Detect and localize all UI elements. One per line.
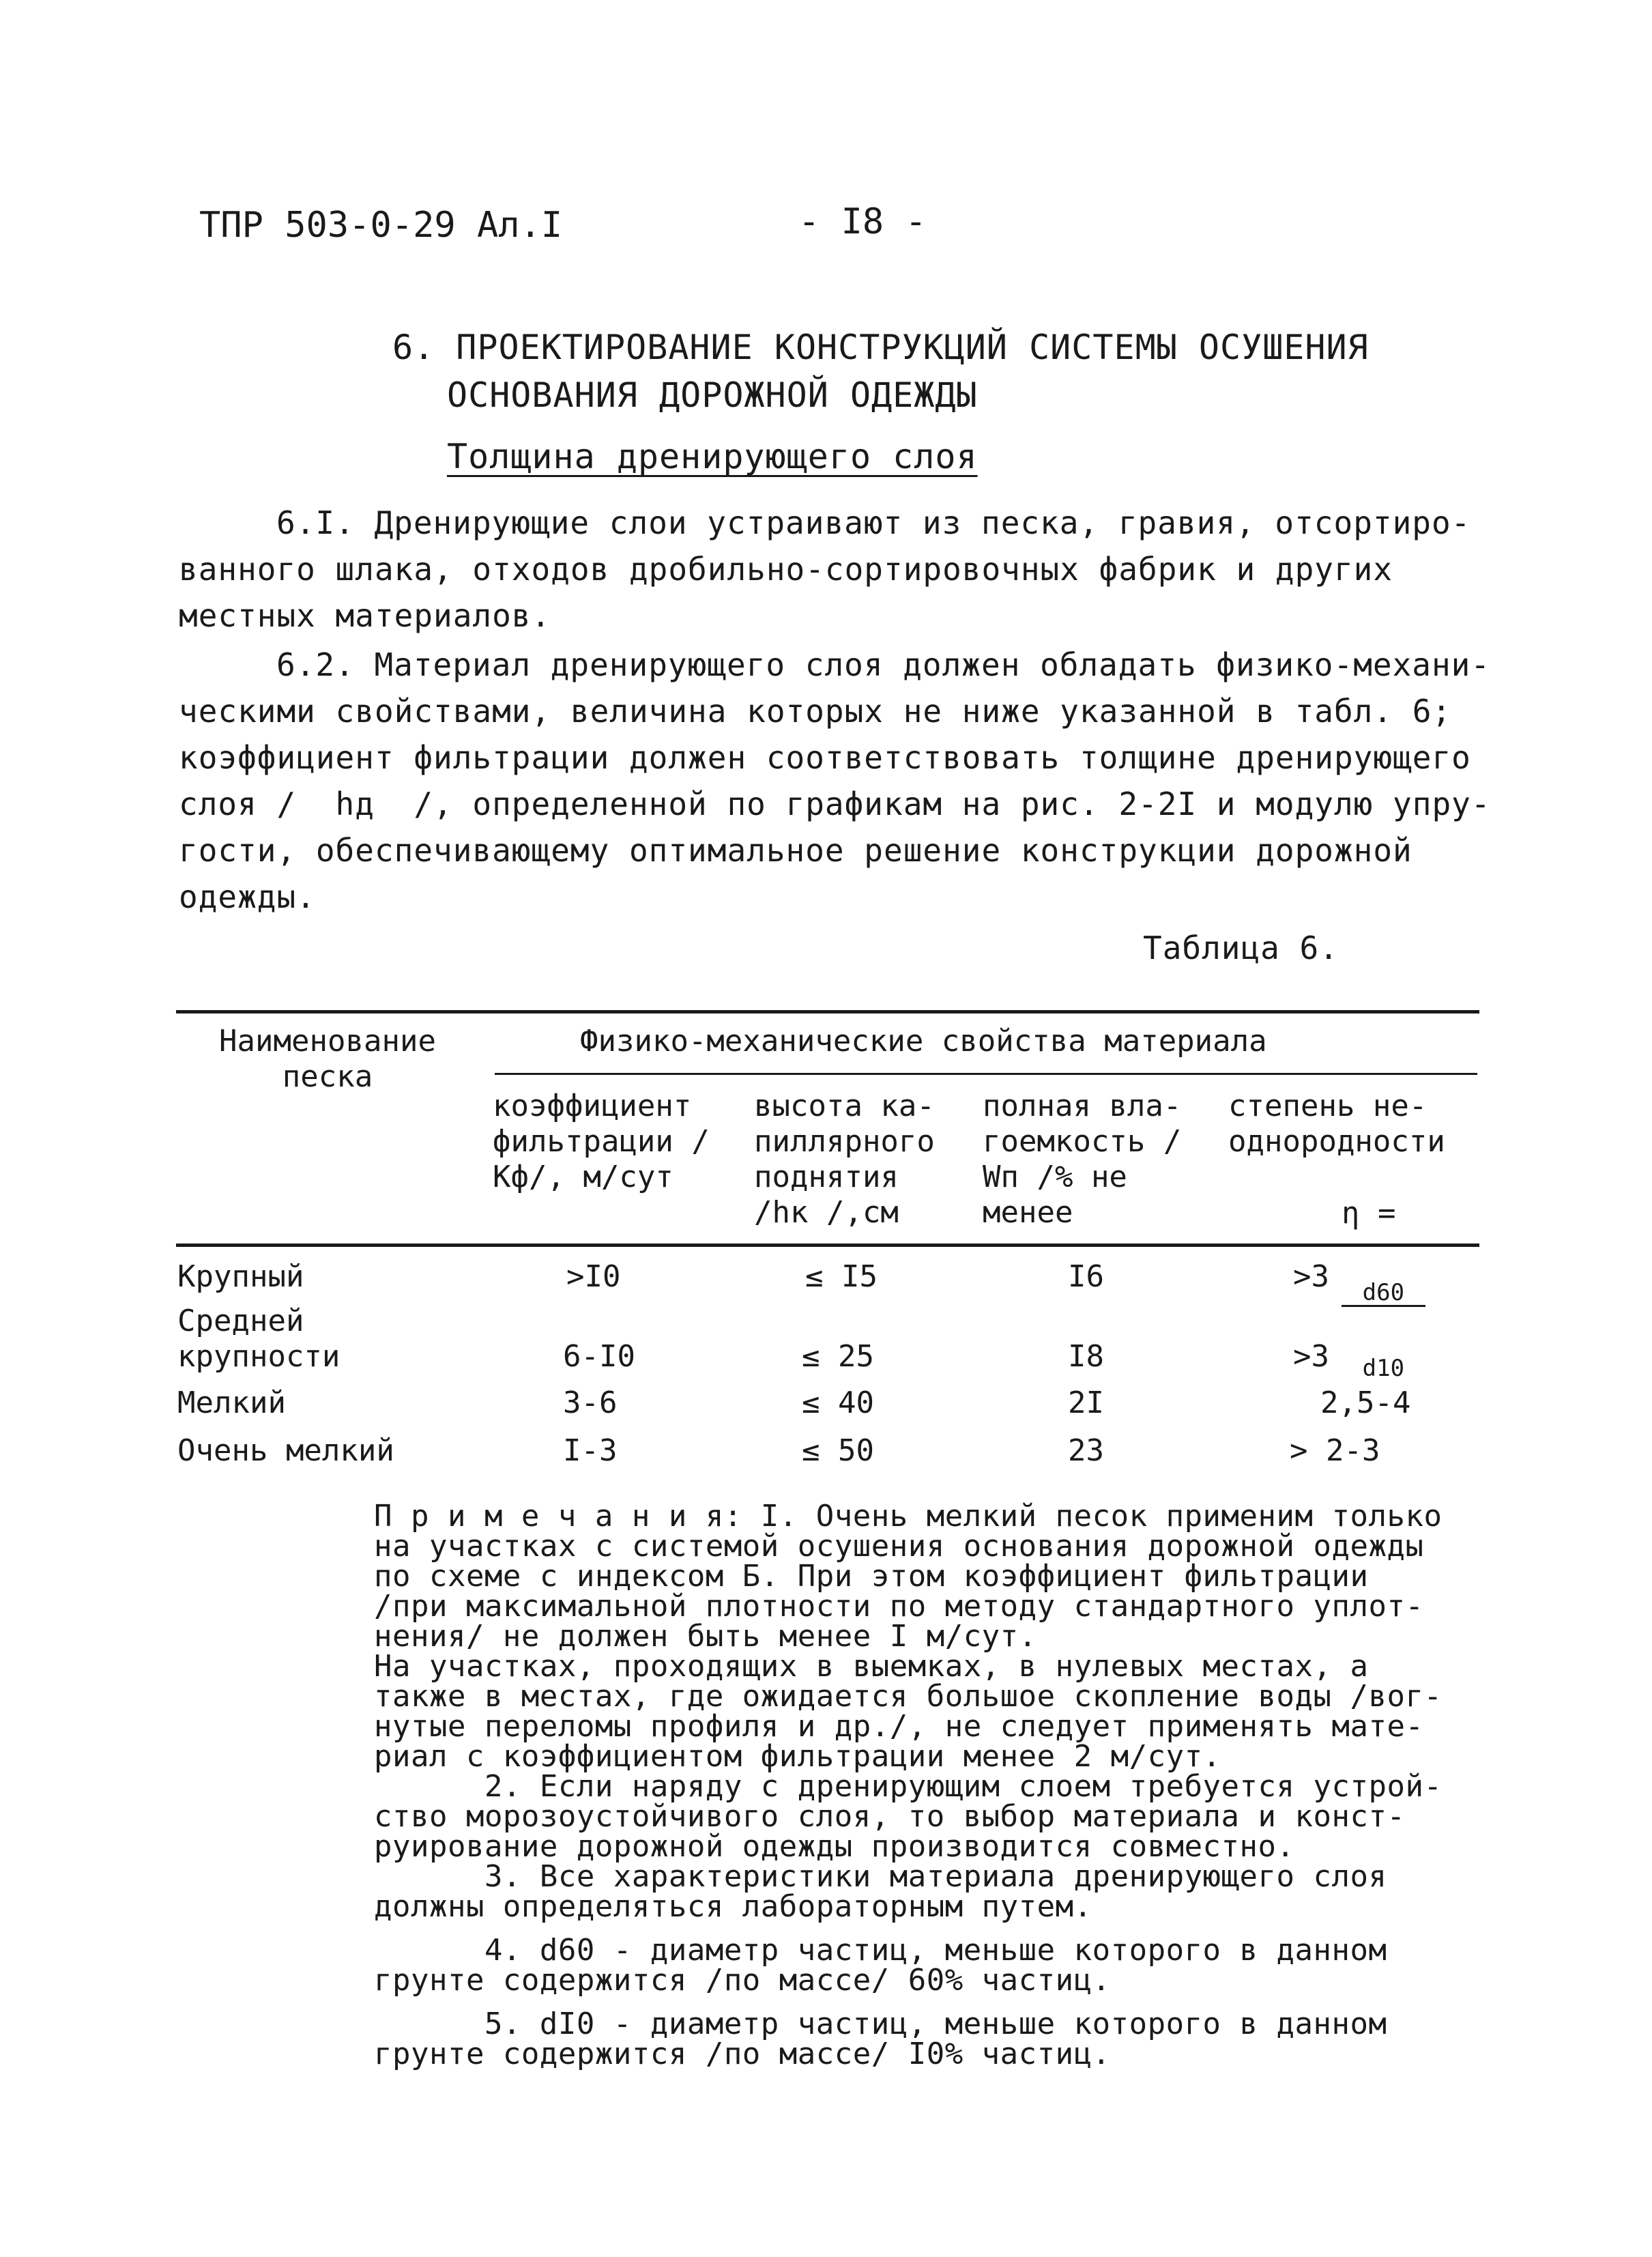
paragraph-6-2-line: ческими свойствами, величина которых не ниже указанной в табл. 6;	[179, 693, 1452, 730]
table-row-wp: 2I	[1068, 1385, 1104, 1420]
table-top-rule	[176, 1010, 1479, 1014]
note-line: по схеме с индексом Б. При этом коэффициент фильтрации	[374, 1559, 1369, 1594]
table-row-kf: 6-I0	[563, 1339, 635, 1374]
section-title-line1: 6. ПРОЕКТИРОВАНИЕ КОНСТРУКЦИЙ СИСТЕМЫ ОСУШЕНИЯ	[392, 328, 1369, 367]
table-col-wp-header: полная вла- гоемкость / Wп /% не менее	[983, 1089, 1182, 1230]
eta-numerator: d60	[1342, 1280, 1425, 1307]
paragraph-6-2-line: коэффициент фильтрации должен соответствовать толщине дренирующего	[179, 739, 1471, 776]
table-header-name: Наименование песка	[219, 1024, 436, 1094]
table-row-eta: >3	[1293, 1339, 1329, 1374]
table-row-wp: I8	[1068, 1339, 1104, 1374]
table-row-hk: ≤ I5	[805, 1259, 878, 1294]
eta-label: η =	[1341, 1196, 1396, 1231]
page-number: - I8 -	[798, 201, 927, 242]
table-row-kf: >I0	[566, 1259, 621, 1294]
table-row-kf: 3-6	[563, 1385, 618, 1420]
paragraph-6-1-line: ванного шлака, отходов дробильно-сортировочных фабрик и других	[179, 551, 1393, 588]
paragraph-6-1-line: 6.I. Дренирующие слои устраивают из песка, гравия, отсортиро-	[276, 504, 1471, 541]
table-row-eta: 2,5-4	[1320, 1385, 1411, 1420]
note-line: также в местах, где ожидается большое скопление воды /вог-	[374, 1679, 1443, 1714]
note-line: 3. Все характеристики материала дренирующего слоя	[374, 1859, 1387, 1894]
note-line: 5. dI0 - диаметр частиц, меньше которого в данном	[374, 2007, 1387, 2041]
table-col-hk-header: высота ка- пиллярного поднятия /hк /,см	[754, 1089, 935, 1230]
eta-denominator: d10	[1362, 1355, 1405, 1382]
section-title-line2: ОСНОВАНИЯ ДОРОЖНОЙ ОДЕЖДЫ	[447, 375, 978, 415]
table-row-hk: ≤ 50	[802, 1433, 874, 1468]
table-row-kf: I-3	[563, 1433, 618, 1468]
note-line: На участках, проходящих в выемках, в нулевых местах, а	[374, 1649, 1369, 1684]
note-line: 4. d60 - диаметр частиц, меньше которого в данном	[374, 1933, 1387, 1968]
note-line: на участках с системой осушения основания дорожной одежды	[374, 1529, 1424, 1564]
table-col-kf-header: коэффициент фильтрации /Кф/, м/сут	[493, 1089, 710, 1194]
note-line: грунте содержится /по массе/ I0% частиц.	[374, 2037, 1111, 2071]
table-row-name: Средней крупности	[177, 1304, 340, 1374]
document-code: ТПР 503-0-29 Ал.І	[199, 205, 563, 246]
table-row-eta: > 2-3	[1290, 1433, 1380, 1468]
note-line: руирование дорожной одежды производится совместно.	[374, 1829, 1295, 1864]
table-row-hk: ≤ 25	[802, 1339, 874, 1374]
note-line: нутые переломы профиля и др./, не следует применять мате-	[374, 1709, 1424, 1744]
table-row-name: Очень мелкий	[177, 1433, 394, 1468]
paragraph-6-2-line: гости, обеспечивающему оптимальное решение конструкции дорожной	[179, 832, 1412, 869]
paragraph-6-2-line: 6.2. Материал дренирующего слоя должен обладать физико-механи-	[276, 646, 1491, 683]
table-row-wp: 23	[1068, 1433, 1104, 1468]
table-row-hk: ≤ 40	[802, 1385, 874, 1420]
note-line: П р и м е ч а н и я: I. Очень мелкий песок применим только	[374, 1499, 1443, 1534]
paragraph-6-2-line: одежды.	[179, 878, 316, 915]
table-row-eta: >3	[1293, 1259, 1329, 1294]
table-row-name: Мелкий	[177, 1385, 286, 1420]
table-caption: Таблица 6.	[1143, 930, 1339, 966]
paragraph-6-2-line: слоя / hд /, определенной по графикам на рис. 2-2I и модулю упру-	[179, 786, 1491, 822]
note-line: риал с коэффициентом фильтрации менее 2 м/сут.	[374, 1739, 1221, 1774]
section-subtitle: Толщина дренирующего слоя	[447, 437, 978, 476]
table-header-group: Физико-механические свойства материала	[580, 1024, 1267, 1059]
table-col-eta-header: степень не- однородности	[1228, 1089, 1445, 1159]
table-group-rule	[495, 1073, 1477, 1075]
note-line: грунте содержится /по массе/ 60% частиц.	[374, 1963, 1111, 1998]
table-row-wp: I6	[1068, 1259, 1104, 1294]
note-line: ство морозоустойчивого слоя, то выбор материала и конст-	[374, 1799, 1406, 1834]
note-line: /при максимальной плотности по методу стандартного уплот-	[374, 1589, 1424, 1624]
paragraph-6-1-line: местных материалов.	[179, 597, 551, 634]
table-row-name: Крупный	[177, 1259, 304, 1294]
note-line: должны определяться лабораторным путем.	[374, 1889, 1092, 1924]
note-line: 2. Если наряду с дренирующим слоем требуется устрой-	[374, 1769, 1443, 1804]
note-line: нения/ не должен быть менее I м/сут.	[374, 1619, 1037, 1654]
